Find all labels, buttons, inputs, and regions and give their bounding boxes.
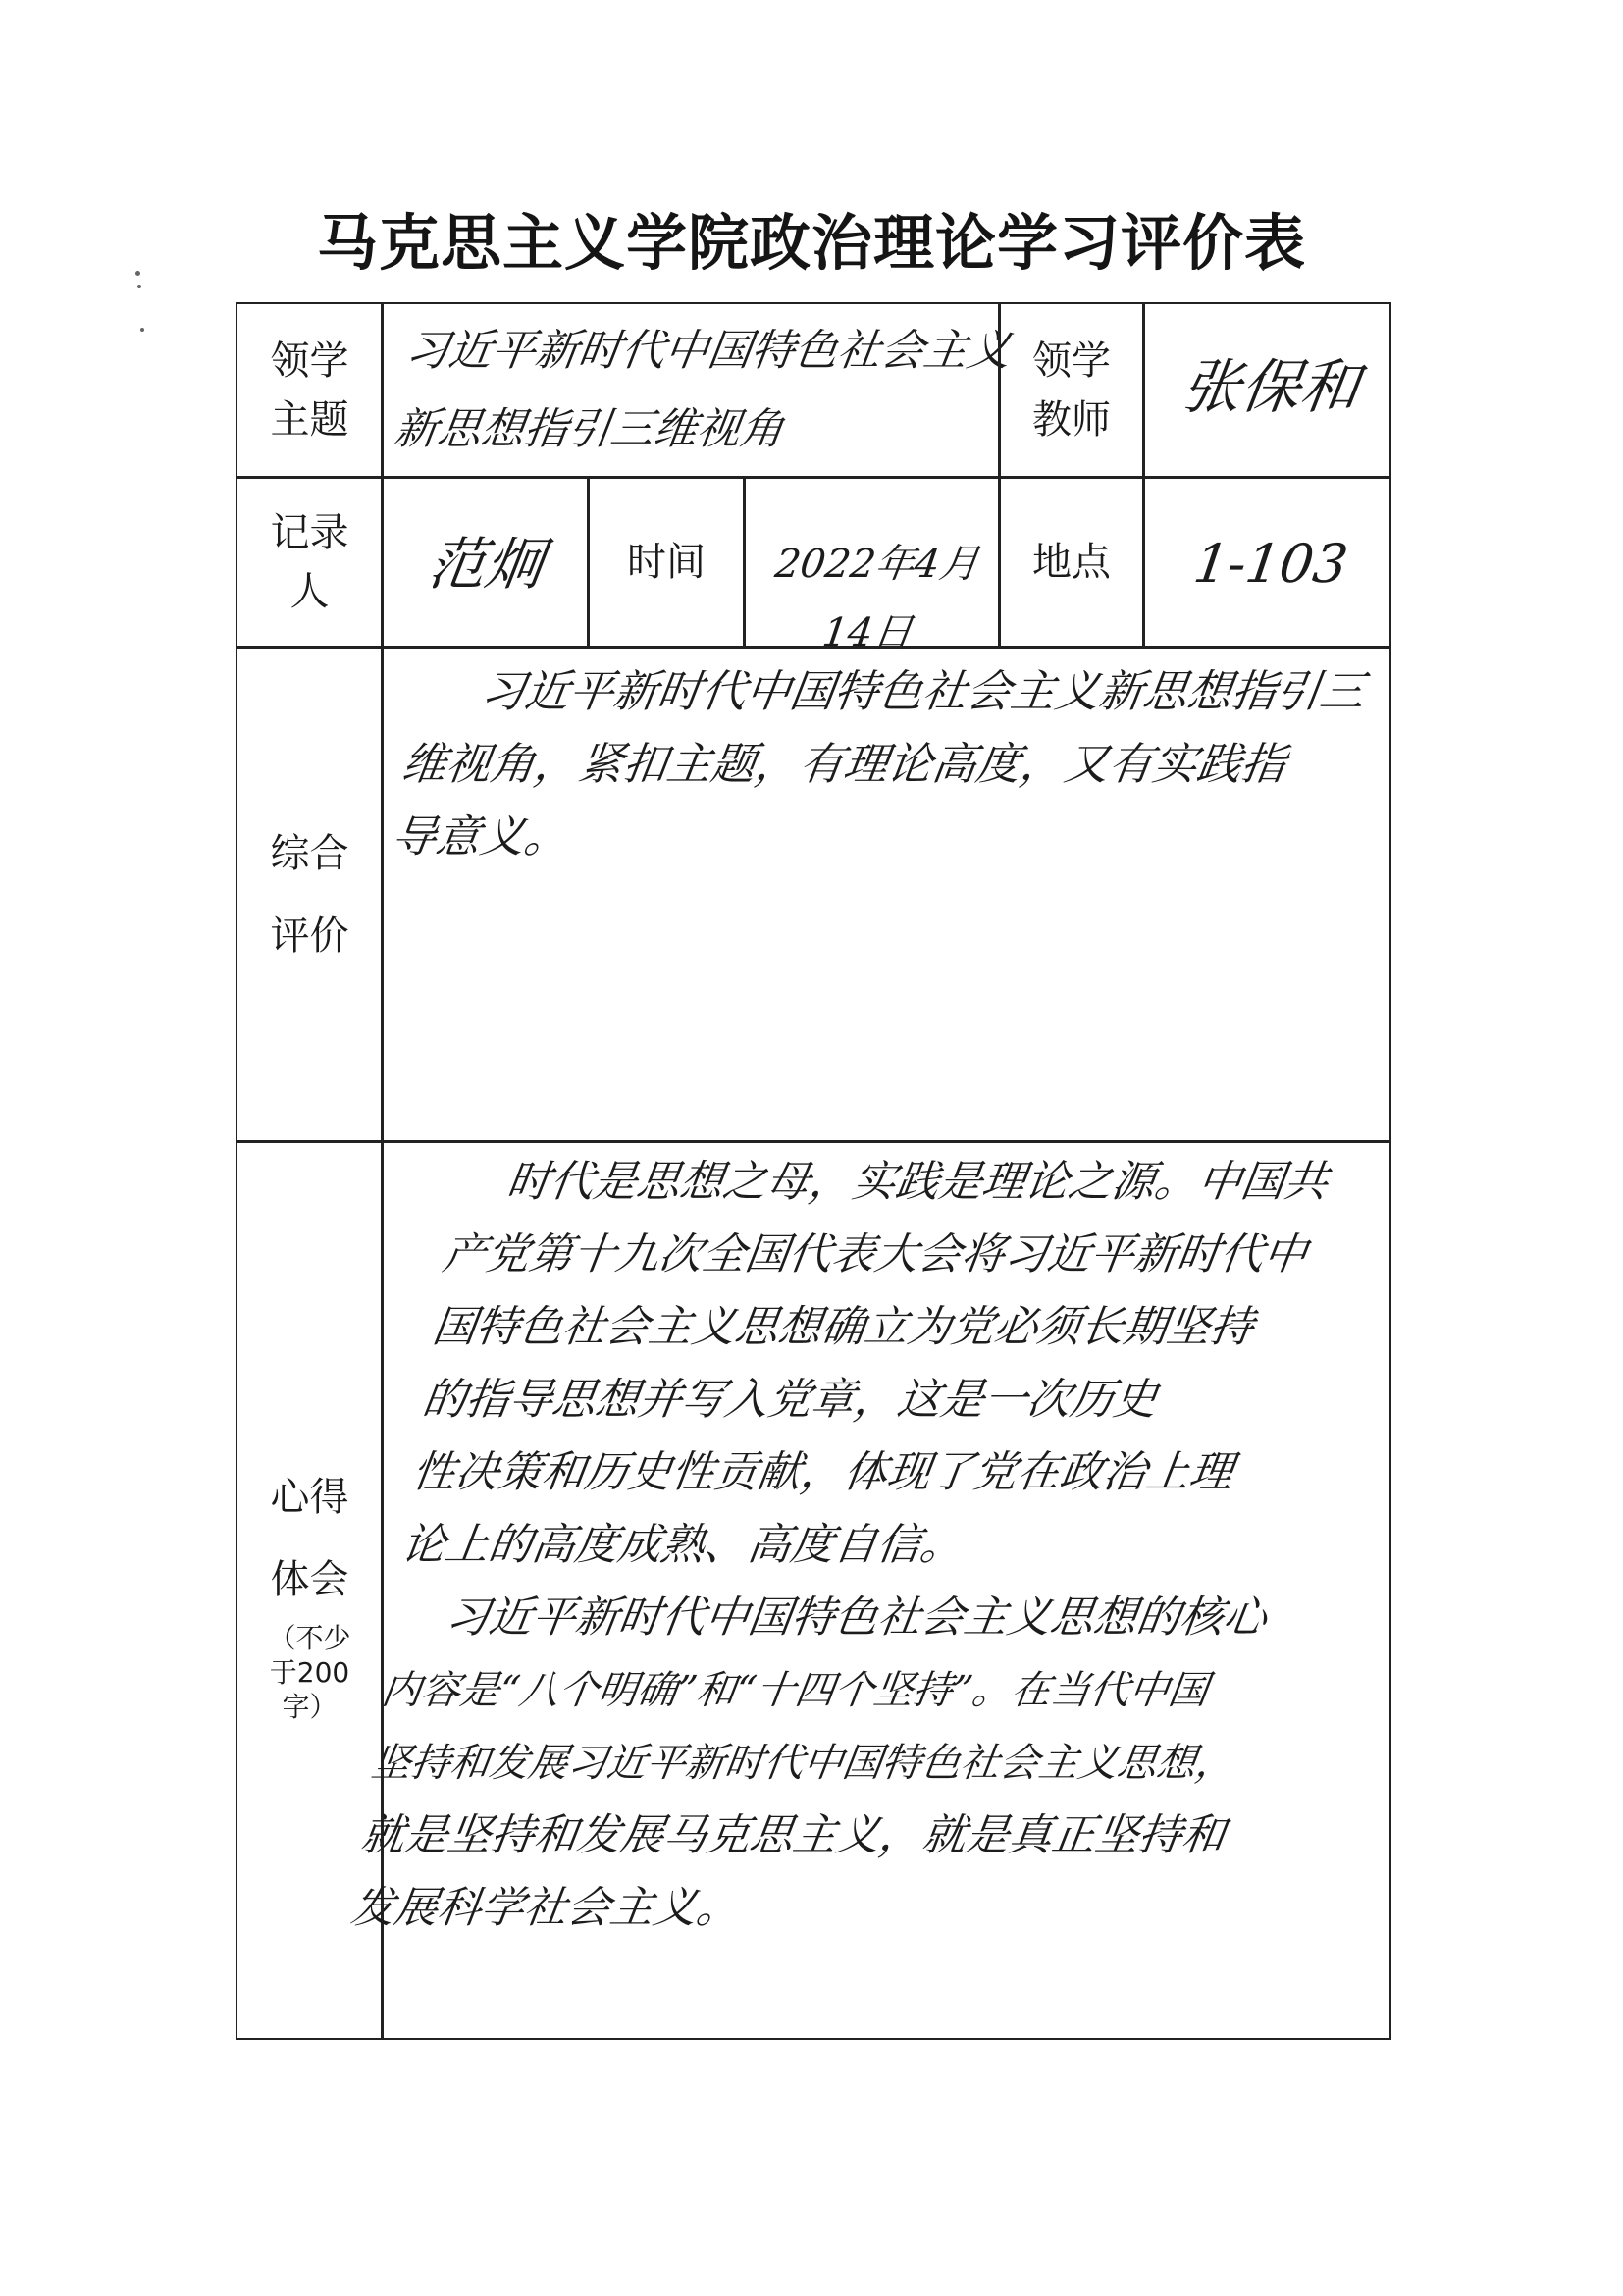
time-value: 2022年4月14日	[772, 542, 982, 655]
scan-speck	[135, 271, 140, 276]
teacher-label-line: 领学	[1032, 339, 1111, 384]
teacher-label	[998, 302, 1145, 479]
reflection-line: 产党第十九次全国代表大会将习近平新时代中	[440, 1229, 1311, 1279]
reflection-line: 发展科学社会主义。	[347, 1883, 744, 1933]
reflection-line: 坚持和发展习近平新时代中国特色社会主义思想，	[368, 1741, 1239, 1786]
evaluation-line: 维视角，紧扣主题，有理论高度，又有实践指	[398, 738, 1289, 790]
place-value: 1-103	[1189, 533, 1352, 595]
time-label: 时间	[627, 540, 706, 585]
reflection-line: 内容是“八个明确”和“十四个坚持”。在当代中国	[378, 1668, 1212, 1713]
form-title: 马克思主义学院政治理论学习评价表	[316, 207, 1306, 279]
scan-speck	[137, 285, 141, 288]
reflection-line: 国特色社会主义思想确立为党必须长期坚持	[429, 1302, 1257, 1352]
evaluation-line: 导意义。	[388, 810, 573, 862]
topic-value-line: 新思想指引三维视角	[391, 404, 788, 454]
reflection-note: 于200	[269, 1656, 350, 1689]
place-label: 地点	[1032, 540, 1111, 585]
reflection-line: 习近平新时代中国特色社会主义思想的核心	[443, 1592, 1271, 1643]
reflection-line: 时代是思想之母，实践是理论之源。中国共	[503, 1157, 1332, 1207]
recorder-label-line: 记录	[270, 510, 349, 555]
evaluation-line: 习近平新时代中国特色社会主义新思想指引三	[477, 665, 1369, 717]
teacher-label-line: 教师	[1032, 397, 1111, 443]
topic-label-line: 主题	[270, 397, 349, 443]
evaluation-label-line: 评价	[270, 913, 349, 959]
teacher-value: 张保和	[1178, 353, 1364, 422]
recorder-value: 范炯	[424, 531, 548, 598]
topic-value	[390, 312, 1015, 469]
scan-speck	[140, 328, 144, 332]
reflection-label-line: 心得	[270, 1475, 349, 1520]
reflection-label-line: 体会	[270, 1557, 349, 1602]
evaluation-label	[236, 646, 384, 1143]
reflection-note: （不少	[268, 1622, 351, 1654]
reflection-line: 就是坚持和发展马克思主义，就是真正坚持和	[357, 1810, 1230, 1860]
reflection-note: 字）	[282, 1691, 338, 1723]
recorder-label-line: 人	[289, 569, 330, 614]
recorder-label	[236, 476, 384, 649]
reflection-line: 性决策和历史性贡献，体现了党在政治上理	[408, 1447, 1237, 1497]
reflection-text	[346, 1146, 1440, 1945]
topic-value-line: 习近平新时代中国特色社会主义	[402, 326, 1015, 376]
topic-label	[236, 302, 384, 479]
topic-label-line: 领学	[270, 339, 349, 384]
evaluation-label-line: 综合	[270, 830, 349, 876]
reflection-line: 论上的高度成熟、高度自信。	[398, 1520, 968, 1570]
evaluation-text	[387, 655, 1398, 873]
reflection-line: 的指导思想并写入党章，这是一次历史	[419, 1375, 1161, 1425]
